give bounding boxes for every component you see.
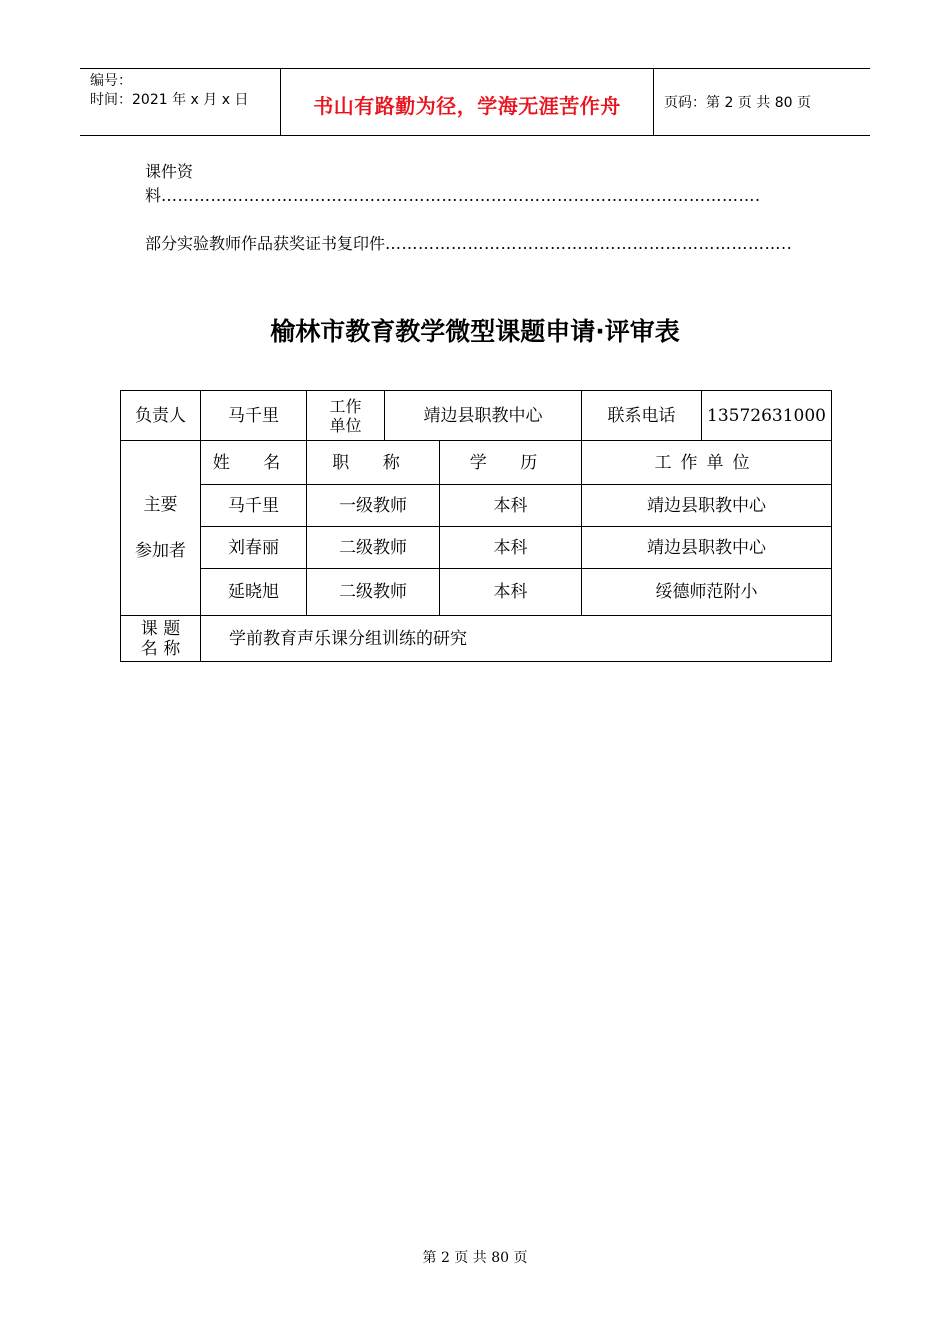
column-education: 学 历	[440, 441, 582, 485]
toc-entry-courseware	[145, 160, 805, 208]
header-motto: 书山有路勤为径，学海无涯苦作舟	[281, 69, 654, 135]
participant-unit: 靖边县职教中心	[582, 485, 832, 527]
unit-label-line-1: 工作	[329, 396, 362, 416]
participant-unit: 靖边县职教中心	[582, 527, 832, 569]
leader-label: 负责人	[121, 391, 201, 441]
table-row	[121, 569, 832, 616]
toc-entry-text: 课件资料	[145, 162, 194, 205]
column-name: 姓 名	[201, 441, 307, 485]
participant-education: 本科	[440, 485, 582, 527]
page-header	[80, 68, 870, 136]
column-work-unit: 工作单位	[582, 441, 832, 485]
phone-value: 13572631000	[702, 391, 832, 441]
table-row	[121, 527, 832, 569]
topic-label-line-2: 名 称	[140, 638, 181, 659]
page-footer: 第 2 页 共 80 页	[422, 1250, 528, 1266]
phone-label: 联系电话	[582, 391, 702, 441]
topic-value: 学前教育声乐课分组训练的研究	[201, 616, 832, 662]
toc-entry-dots: ……………………………………………………………………………………………….	[161, 186, 761, 205]
participant-education: 本科	[440, 569, 582, 616]
topic-label	[121, 616, 201, 662]
topic-label-line-1: 课 题	[140, 618, 181, 639]
leader-unit: 靖边县职教中心	[385, 391, 582, 441]
unit-label-line-2: 单位	[329, 415, 362, 435]
topic-row	[121, 616, 832, 662]
participant-rank: 一级教师	[307, 485, 440, 527]
participant-education: 本科	[440, 527, 582, 569]
participant-name: 延晓旭	[201, 569, 307, 616]
time-label: 时间：2021 年 x 月 x 日	[90, 92, 249, 108]
header-page-number: 页码：第 2 页 共 80 页	[664, 95, 811, 111]
participants-label-line-1: 主要	[143, 495, 178, 515]
table-row	[121, 485, 832, 527]
header-meta	[80, 69, 281, 135]
participant-rank: 二级教师	[307, 569, 440, 616]
participants-header-row	[121, 441, 832, 485]
toc-entry-text: 部分实验教师作品获奖证书复印件	[145, 234, 386, 253]
participant-name: 刘春丽	[201, 527, 307, 569]
participant-name: 马千里	[201, 485, 307, 527]
participants-label	[121, 441, 201, 616]
participant-rank: 二级教师	[307, 527, 440, 569]
column-rank: 职 称	[307, 441, 440, 485]
application-form-table	[120, 390, 832, 662]
leader-name: 马千里	[201, 391, 307, 441]
serial-label: 编号：	[90, 73, 132, 89]
participants-label-line-2: 参加者	[135, 541, 186, 561]
participant-unit: 绥德师范附小	[582, 569, 832, 616]
unit-label	[307, 391, 385, 441]
toc-entry-certificates	[145, 232, 805, 256]
leader-row	[121, 391, 832, 441]
form-title: 榆林市教育教学微型课题申请·评审表	[270, 317, 680, 346]
toc-entry-dots: ………………………………………………………………..	[385, 234, 793, 253]
